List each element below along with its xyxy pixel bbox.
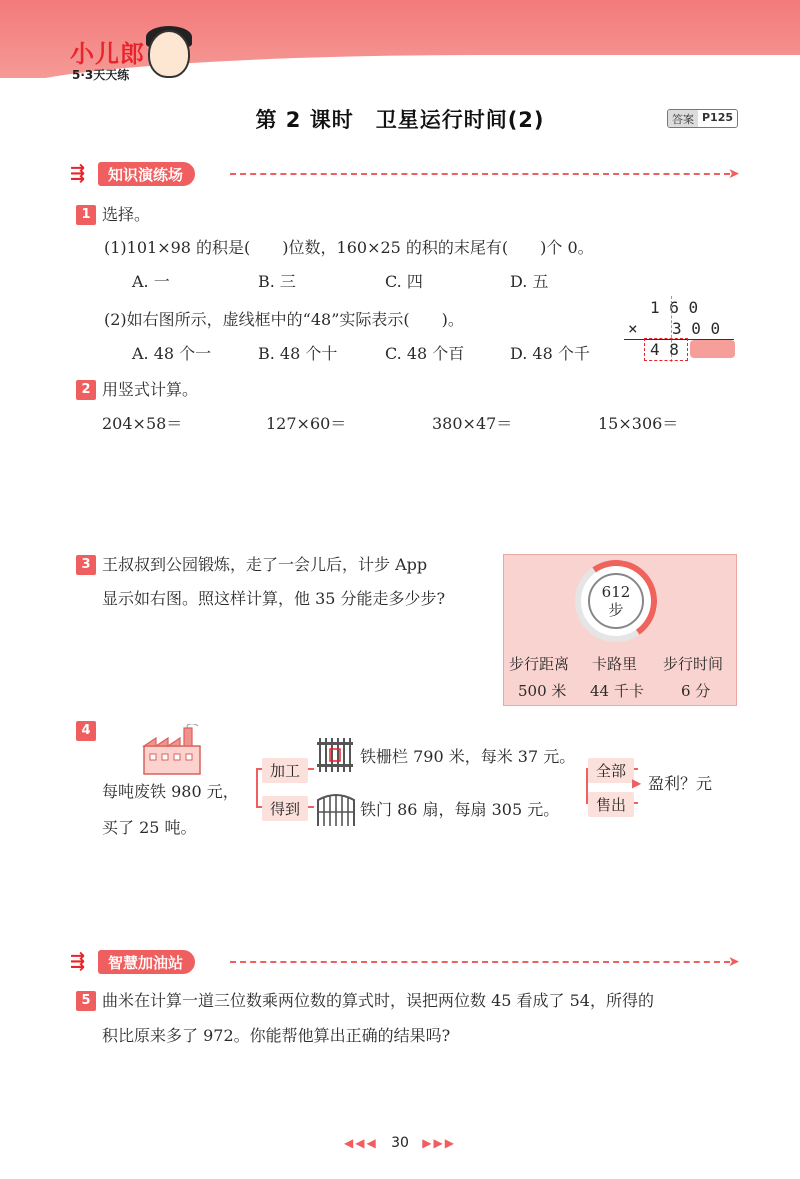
tag-sell: 售出 [588, 792, 634, 817]
q3-line1: 王叔叔到公园锻炼，走了一会儿后，计步 App [102, 555, 428, 574]
section-knowledge-bar [70, 162, 740, 188]
vertical-row2: 3 0 0 [672, 319, 721, 338]
app-value-distance: 500 米 [518, 682, 567, 700]
option-c[interactable]: C. 四 [385, 272, 423, 291]
product-gate: 铁门 86 扇，每扇 305 元。 [360, 800, 560, 819]
app-header-distance: 步行距离 [509, 655, 570, 673]
app-value-calorie: 44 千卡 [590, 682, 644, 700]
section-knowledge-label: 知识演练场 [98, 162, 195, 186]
arrow-right-icon: ➤ [728, 166, 740, 182]
step-counter [588, 573, 644, 629]
calc-item: 15×306＝ [598, 414, 679, 433]
q5-line2: 积比原来多了 972。你能帮他算出正确的结果吗? [102, 1026, 451, 1045]
section-arrow-icon: ⇶ [70, 163, 86, 184]
section-divider [230, 173, 730, 175]
vertical-row1: 1 6 0 [650, 298, 699, 317]
section-wisdom-bar [70, 950, 740, 976]
next-arrows-icon: ▶▶▶ [422, 1136, 456, 1150]
q1-part2-text: (2)如右图所示，虚线框中的“48”实际表示( )。 [104, 310, 464, 329]
option-b[interactable]: B. 三 [258, 272, 296, 291]
mascot-icon [148, 30, 190, 78]
brand-sub: 5·3天天练 [72, 68, 130, 82]
step-unit: 步 [608, 601, 624, 619]
calc-item: 380×47＝ [432, 414, 513, 433]
section-wisdom-label: 智慧加油站 [98, 950, 195, 974]
option-c[interactable]: C. 48 个百 [385, 344, 465, 363]
q4-left1: 每吨废铁 980 元， [102, 782, 239, 801]
answer-reference[interactable] [667, 109, 738, 128]
q3-line2: 显示如右图。照这样计算，他 35 分能走多少步? [102, 589, 446, 608]
question-number: 3 [76, 555, 96, 575]
tag-all: 全部 [588, 758, 634, 783]
vertical-result: 4 8 [650, 340, 679, 359]
q1-part1-text: (1)101×98 的积是( )位数，160×25 的积的末尾有( )个 0。 [104, 238, 594, 257]
step-count: 612 [601, 583, 631, 601]
question-title: 选择。 [102, 205, 151, 224]
tag-get: 得到 [262, 796, 308, 821]
product-fence: 铁栅栏 790 米，每米 37 元。 [360, 747, 576, 766]
arrow-right-icon: ▶ [632, 776, 642, 790]
brand-logo: 小儿郎 [70, 40, 145, 68]
arrow-right-icon: ➤ [728, 954, 740, 970]
question-number: 5 [76, 991, 96, 1011]
app-header-calorie: 卡路里 [592, 655, 638, 673]
calc-item: 127×60＝ [266, 414, 347, 433]
q4-left2: 买了 25 吨。 [102, 818, 197, 837]
question-title: 用竖式计算。 [102, 380, 199, 399]
q4-question: 盈利？元 [648, 774, 713, 793]
calc-item: 204×58＝ [102, 414, 183, 433]
app-header-time: 步行时间 [663, 655, 724, 673]
option-b[interactable]: B. 48 个十 [258, 344, 338, 363]
page-title: 第 2 课时 卫星运行时间(2) [255, 108, 545, 132]
iron-gate-icon [316, 790, 356, 826]
q5-line1: 曲米在计算一道三位数乘两位数的算式时，误把两位数 45 看成了 54，所得的 [102, 991, 654, 1010]
answer-label: 答案 [668, 110, 698, 127]
page-footer [0, 1135, 800, 1151]
answer-page: P125 [702, 111, 734, 124]
option-d[interactable]: D. 48 个千 [510, 344, 590, 363]
factory-icon [140, 724, 204, 776]
question-number: 1 [76, 205, 96, 225]
prev-arrows-icon: ◀◀◀ [344, 1136, 378, 1150]
section-divider [230, 961, 730, 963]
vertical-operator: × [628, 319, 638, 338]
fence-icon [316, 738, 354, 772]
question-number: 4 [76, 721, 96, 741]
section-arrow-icon: ⇶ [70, 951, 86, 972]
option-d[interactable]: D. 五 [510, 272, 549, 291]
page-number: 30 [391, 1135, 409, 1151]
tag-process: 加工 [262, 758, 308, 783]
question-number: 2 [76, 380, 96, 400]
highlight-chip [690, 340, 735, 358]
app-value-time: 6 分 [681, 682, 711, 700]
option-a[interactable]: A. 48 个一 [132, 344, 212, 363]
option-a[interactable]: A. 一 [132, 272, 170, 291]
